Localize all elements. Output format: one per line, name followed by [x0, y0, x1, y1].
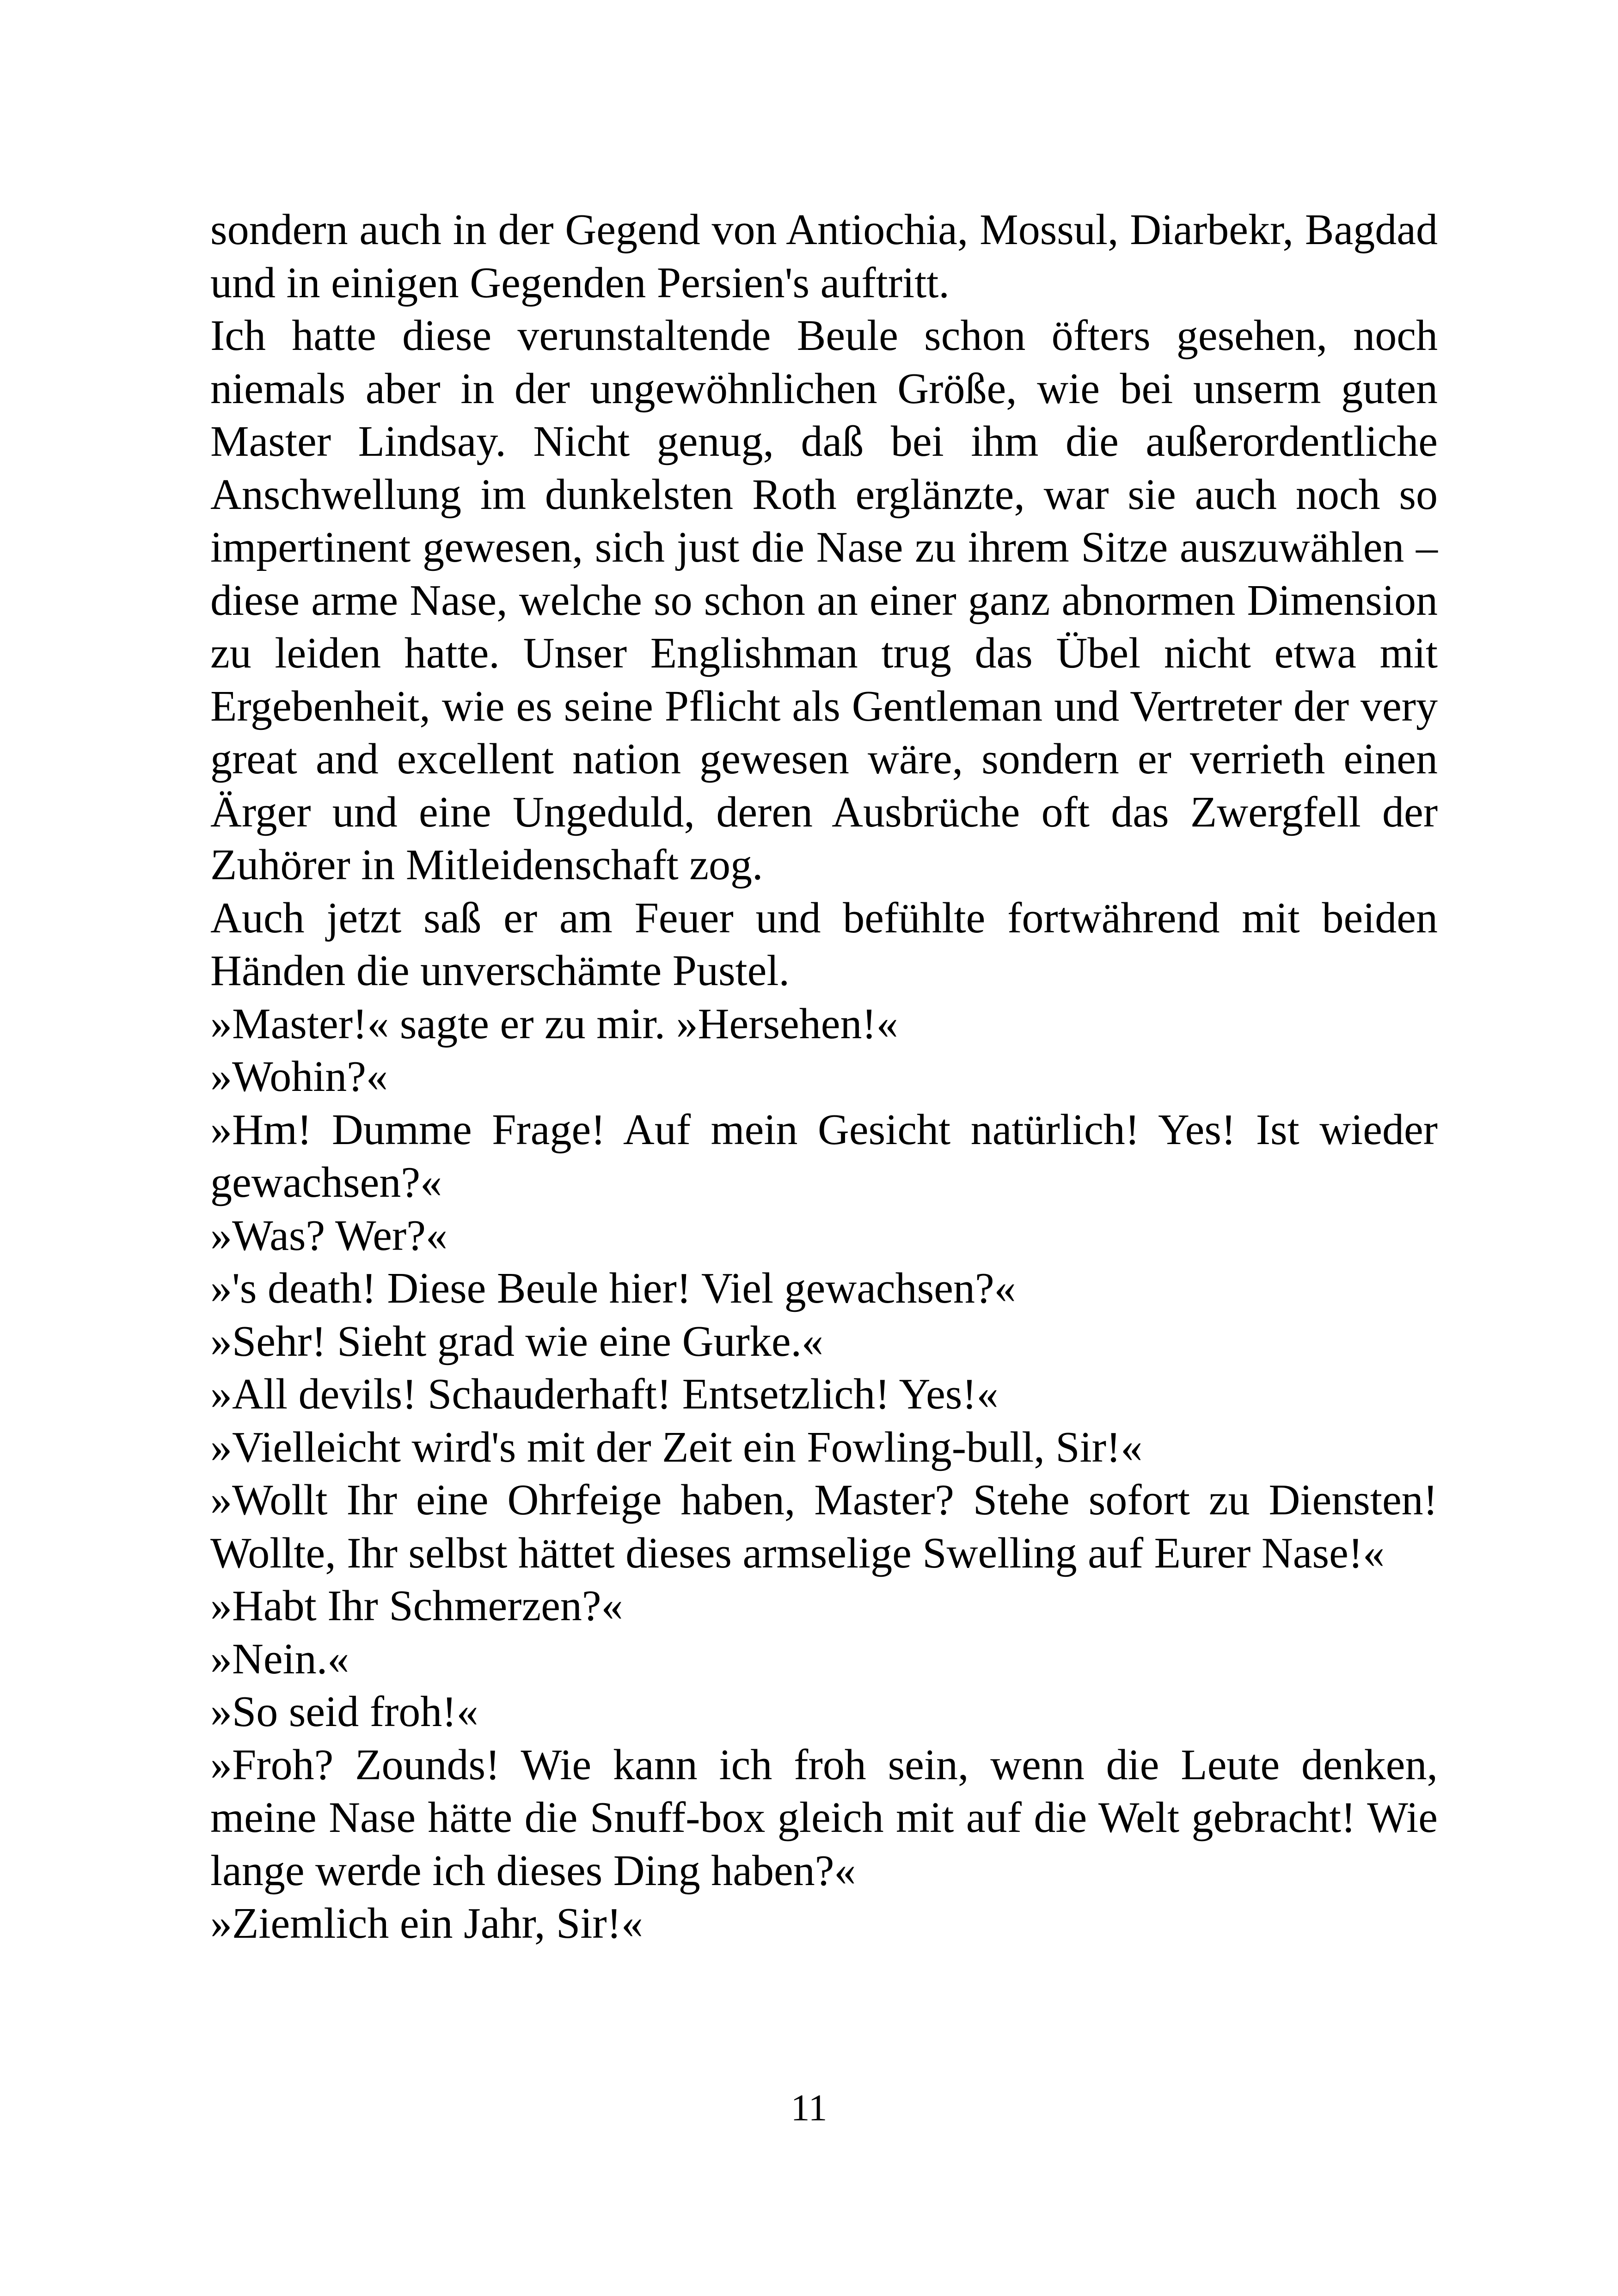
body-text [210, 203, 1438, 1950]
paragraph: sondern auch in der Gegend von Antiochia, Mossul, Diarbekr, Bagdad und in einigen Gegenden Persien's auftritt. [210, 206, 1438, 307]
dialogue-line: »Master!« sagte er zu mir. »Hersehen!« [210, 999, 898, 1048]
paragraph: Ich hatte diese verunstaltende Beule schon öfters gesehen, noch niemals aber in der ungewöhnlichen Größe, wie bei unserm guten Master Lindsay. Nicht genug, daß bei ihm die außerordentliche Anschwellung im dunkelsten Roth erglänzte, war sie auch noch so impertinent gewesen, sich just die Nase zu ihrem Sitze auszuwählen – diese arme Nase, welche so schon an einer ganz abnormen Dimension zu leiden hatte. Unser Englishman trug das Übel nicht etwa mit Ergebenheit, wie es seine Pflicht als Gentleman und Vertreter der very great and excellent nation gewesen wäre, sondern er verrieth einen Ärger und eine Ungeduld, deren Ausbrüche oft das Zwergfell der Zuhörer in Mitleidenschaft zog. [210, 312, 1438, 889]
paragraph: Auch jetzt saß er am Feuer und befühlte fortwährend mit beiden Händen die unverschämte Pustel. [210, 894, 1438, 995]
dialogue-line: »Ziemlich ein Jahr, Sir!« [210, 1899, 644, 1947]
dialogue-line: »'s death! Diese Beule hier! Viel gewachsen?« [210, 1264, 1016, 1312]
dialogue-line: »Nein.« [210, 1635, 349, 1683]
dialogue-line: »Was? Wer?« [210, 1211, 447, 1260]
dialogue-line: »Vielleicht wird's mit der Zeit ein Fowling-bull, Sir!« [210, 1423, 1143, 1471]
dialogue-line: »All devils! Schauderhaft! Entsetzlich! Yes!« [210, 1370, 999, 1418]
dialogue-line: »Sehr! Sieht grad wie eine Gurke.« [210, 1317, 824, 1365]
dialogue-line: »Wollt Ihr eine Ohrfeige haben, Master? Stehe sofort zu Diensten! Wollte, Ihr selbst hättet dieses armselige Swelling auf Eurer Nase!« [210, 1476, 1438, 1577]
dialogue-line: »Hm! Dumme Frage! Auf mein Gesicht natürlich! Yes! Ist wieder gewachsen?« [210, 1105, 1438, 1206]
dialogue-line: »So seid froh!« [210, 1688, 478, 1736]
dialogue-line: »Habt Ihr Schmerzen?« [210, 1582, 623, 1630]
dialogue-line: »Froh? Zounds! Wie kann ich froh sein, wenn die Leute denken, meine Nase hätte die Snuff-box gleich mit auf die Welt gebracht! Wie lange werde ich dieses Ding haben?« [210, 1740, 1438, 1895]
page-number: 11 [791, 2087, 827, 2129]
dialogue-line: »Wohin?« [210, 1053, 388, 1101]
